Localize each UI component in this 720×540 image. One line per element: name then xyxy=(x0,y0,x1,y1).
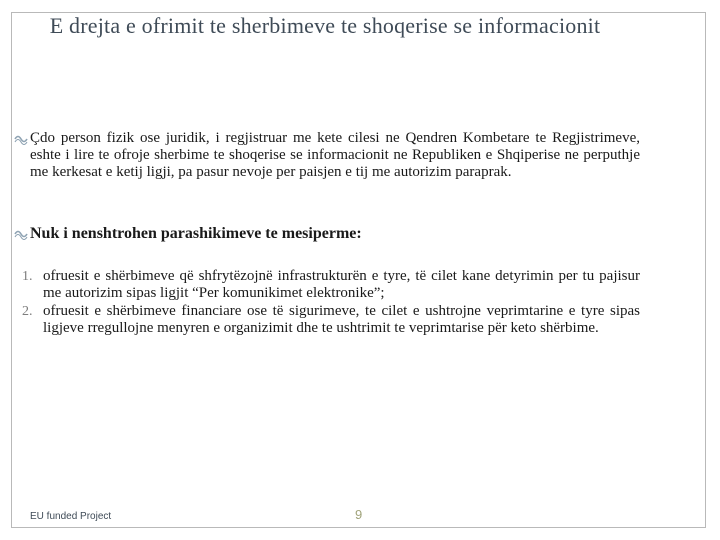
slide-title: E drejta e ofrimit te sherbimeve te shoqerise se informacionit xyxy=(49,13,601,38)
bullet-item xyxy=(14,130,640,181)
wave-bullet-icon xyxy=(14,226,28,240)
list-item xyxy=(14,268,640,302)
list-item-text: ofruesit e shërbimeve financiare ose të sigurimeve, te cilet e ushtrojne veprimtarine e tyre sipas ligjeve rregullojne menyren e organizimit dhe te ushtrimit te veprimtarise për keto shërbime. xyxy=(43,303,640,336)
wave-bullet-icon xyxy=(14,131,28,145)
bullet-item xyxy=(14,225,640,242)
numbered-list xyxy=(14,268,640,338)
list-item-number: 2. xyxy=(22,304,33,319)
bullet-text: Çdo person fizik ose juridik, i regjistruar me kete cilesi ne Qendren Kombetare te Regjistrimeve, eshte i lire te ofroje sherbime te shoqerise se informacionit ne Republiken e Shqiperise ne perputhje me kerkesat e ketij ligji, pa pasur nevoje per paisjen e tij me autorizim paraprak. xyxy=(30,130,640,180)
list-item xyxy=(14,303,640,337)
footer-project-label: EU funded Project xyxy=(30,511,112,522)
page-number: 9 xyxy=(355,507,363,522)
list-item-number: 1. xyxy=(22,269,33,284)
list-item-text: ofruesit e shërbimeve që shfrytëzojnë infrastrukturën e tyre, të cilet kane detyrimin per tu pajisur me autorizim sipas ligjit “Per komunikimet elektronike”; xyxy=(43,268,640,301)
bullet-text: Nuk i nenshtrohen parashikimeve te mesiperme: xyxy=(30,225,362,242)
